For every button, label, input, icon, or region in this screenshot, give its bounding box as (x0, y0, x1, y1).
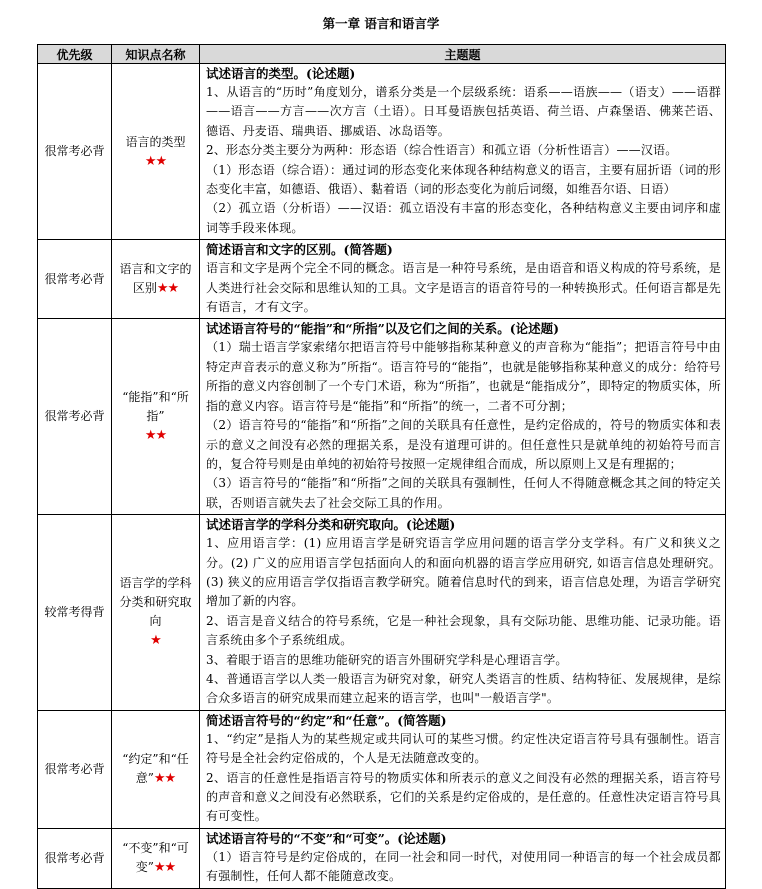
table-header-row (38, 45, 726, 64)
knowledge-name: 语言学的学科分类和研究取向 (119, 576, 192, 629)
topic-cell (200, 515, 726, 711)
priority-cell: 很常考必背 (38, 64, 112, 240)
answer-paragraph: （1）形态语（综合语）：通过词的形态变化来体现各种结构意义的语言，主要有屈折语（词的形态变化丰富，如德语、俄语）、黏着语（词的形态变化为前后词缀，如维吾尔语、日语） (206, 162, 721, 197)
topic-cell (200, 319, 726, 515)
table-row (38, 828, 726, 888)
question-title: 试述语言学的学科分类和研究取向。(论述题) (206, 517, 456, 533)
star-rating: ★★ (144, 153, 167, 169)
question-title: 简述语言和文字的区别。(简答题) (206, 242, 393, 258)
priority-cell: 很常考必背 (38, 710, 112, 828)
answer-paragraph: 2、形态分类主要分为两种：形态语（综合性语言）和孤立语（分析性语言）——汉语。 (206, 143, 678, 158)
answer-paragraph: （1）语言符号是约定俗成的，在同一社会和同一时代，对使用同一种语言的每一个社会成员都有强制性，任何人都不能随意改变。 (206, 849, 721, 884)
answer-paragraph: 1、从语言的“历时”角度划分，谱系分类是一个层级系统：语系——语族——（语支）——语群——语言——方言——次方言（土语）。日耳曼语族包括英语、荷兰语、卢森堡语、佛莱芒语、德语、丹麦语、瑞典语、挪威语、冰岛语等。 (206, 85, 721, 138)
question-title: 试述语言的类型。(论述题) (206, 66, 356, 81)
answer-paragraph: 1、“约定”是指人为的某些规定或共同认可的某些习惯。约定性决定语言符号具有强制性。语言符号是全社会约定俗成的，个人是无法随意改变的。 (206, 731, 721, 766)
star-rating: ★ (150, 633, 161, 649)
question-title: 试述语言符号的“不变”和“可变”。(论述题) (206, 830, 447, 846)
answer-paragraph: （2）孤立语（分析语）——汉语：孤立语没有丰富的形态变化，各种结构意义主要由词序和虚词等手段来体现。 (206, 201, 721, 235)
table-row (38, 64, 726, 240)
answer-paragraph: 1、应用语言学：(1) 应用语言学是研究语言学应用问题的语言学分支学科。有广义和狭义之分。(2) 广义的应用语言学包括面向人的和面向机器的语言学应用研究, 如语言信息处理研究。(3) 狭义的应用语言学仅指语言教学研究。随着信息时代的到来，语言信息处理，为语言学研究增加了新的内容。 (206, 536, 721, 609)
table-row (38, 710, 726, 828)
priority-cell: 很常考必背 (38, 319, 112, 515)
knowledge-name: 语言和文字的区别 (119, 262, 192, 296)
name-cell (112, 828, 200, 888)
answer-paragraph: （1）瑞士语言学家索绪尔把语言符号中能够指称某种意义的声音称为“能指”；把语言符号中由特定声音表示的意义称为”所指“。语言符号的“能指”，也就是能够指称某种意义的成分：给符号所指的意义内容创制了一个专门术语，称为“所指”，也就是“能指成分”，即特定的物质实体，所指的意义内容。语言符号是“能指”和“所指”的统一，二者不可分割； (206, 340, 721, 413)
priority-cell: 很常考必背 (38, 240, 112, 319)
page-title: 第一章 语言和语言学 (322, 16, 440, 31)
priority-cell: 很常考必背 (38, 828, 112, 888)
name-cell (112, 240, 200, 319)
table-row (38, 240, 726, 319)
knowledge-name: “能指”和“所指” (122, 390, 189, 424)
answer-paragraph: 4、普通语言学以人类一般语言为研究对象，研究人类语言的性质、结构特征、发展规律，是综合众多语言的研究成果而建立起来的语言学，也叫"一般语言学"。 (206, 671, 721, 706)
star-rating: ★★ (144, 428, 167, 444)
answer-paragraph: （3）语言符号的“能指”和“所指”之间的关联具有强制性，任何人不得随意概念其之间的特定关联，否则语言就失去了社会交际工具的作用。 (206, 476, 721, 510)
header-topic: 主题题 (200, 45, 726, 64)
priority-cell: 较常考得背 (38, 515, 112, 711)
answer-paragraph: 2、语言是音义结合的符号系统，它是一种社会现象，具有交际功能、思维功能、记录功能。语言系统由多个子系统组成。 (206, 613, 721, 648)
star-rating: ★★ (156, 281, 179, 297)
knowledge-name: 语言的类型 (125, 134, 186, 149)
answer-paragraph: 2、语言的任意性是指语言符号的物质实体和所表示的意义之间没有必然的理据关系，语言符号的声音和意义之间没有必然联系，它们的关系是约定俗成的，是任意的。任意性决定语言符号具有可变性。 (206, 770, 721, 824)
topic-cell (200, 710, 726, 828)
name-cell (112, 319, 200, 515)
name-cell (112, 64, 200, 240)
table-row (38, 515, 726, 711)
question-title: 简述语言符号的“约定”和“任意”。(简答题) (206, 712, 447, 728)
topic-cell (200, 240, 726, 319)
name-cell (112, 710, 200, 828)
topic-cell (200, 828, 726, 888)
topic-cell (200, 64, 726, 240)
header-priority: 优先级 (38, 45, 112, 64)
answer-paragraph: 语言和文字是两个完全不同的概念。语言是一种符号系统，是由语音和语义构成的符号系统，是人类进行社会交际和思维认知的工具。文字是语言的语音符号的一种转换形式。任何语言都是先有语言，才有文字。 (206, 261, 721, 315)
star-rating: ★★ (153, 771, 176, 787)
answer-paragraph: 3、着眼于语言的思维功能研究的语言外围研究学科是心理语言学。 (206, 652, 568, 667)
question-title: 试述语言符号的“能指”和“所指”以及它们之间的关系。(论述题) (206, 321, 560, 337)
answer-paragraph: （2）语言符号的“能指”和“所指”之间的关联具有任意性，是约定俗成的，符号的物质实体和表示的意义之间没有必然的理据关系，是没有道理可讲的。但任意性只是就单纯的初始符号而言的，复合符号则是由单纯的初始符号按照一定规律组合而成，所以原则上又是有理据的； (206, 418, 721, 471)
star-rating: ★★ (153, 860, 176, 876)
knowledge-name: “不变”和“可变” (122, 841, 189, 875)
name-cell (112, 515, 200, 711)
knowledge-table (37, 44, 726, 889)
table-row (38, 319, 726, 515)
knowledge-name: “约定”和“任意” (122, 752, 189, 786)
header-name: 知识点名称 (112, 45, 200, 64)
